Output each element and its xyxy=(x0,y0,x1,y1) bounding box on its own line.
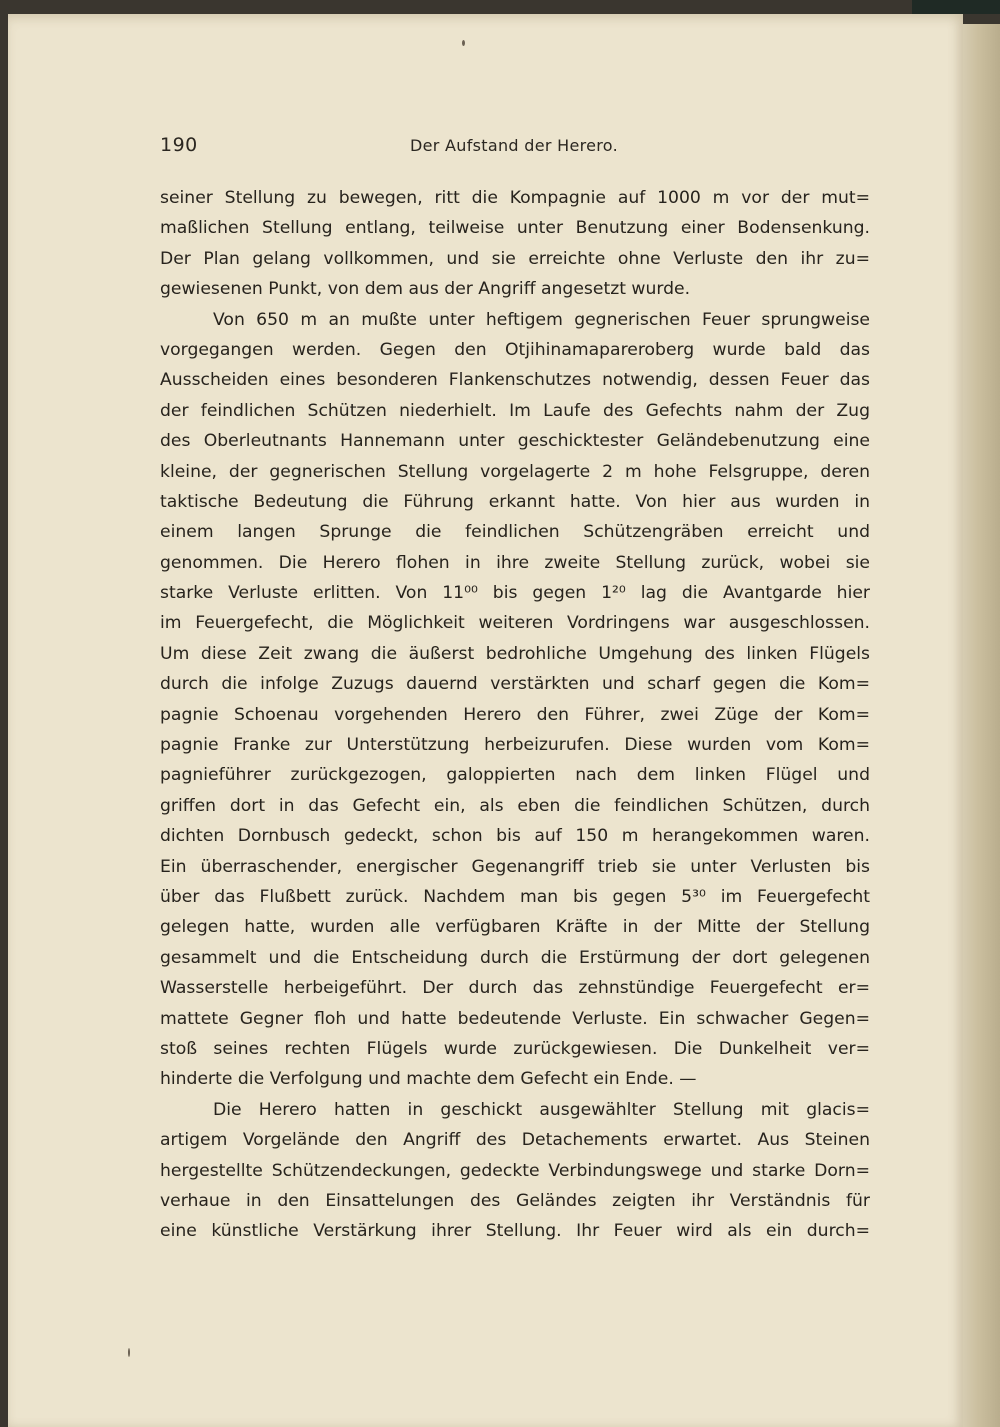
text-line: Wasserstelle herbeigeführt. Der durch das zehnstündige Feuergefecht er= xyxy=(160,978,870,999)
text-line: Die Herero hatten in geschickt ausgewählter Stellung mit glacis= xyxy=(213,1099,870,1120)
text-line: Ausscheiden eines besonderen Flankenschutzes notwendig, dessen Feuer das xyxy=(160,370,870,391)
text-line: artigem Vorgelände den Angriff des Detachements erwartet. Aus Steinen xyxy=(160,1130,870,1151)
text-line: pagnie Schoenau vorgehenden Herero den Führer, zwei Züge der Kom= xyxy=(160,704,870,725)
text-line: einem langen Sprunge die feindlichen Schützengräben erreicht und xyxy=(160,522,870,543)
text-line: stoß seines rechten Flügels wurde zurückgewiesen. Die Dunkelheit ver= xyxy=(160,1038,870,1059)
text-line: Von 650 m an mußte unter heftigem gegnerischen Feuer sprungweise xyxy=(213,309,870,330)
text-line: griffen dort in das Gefecht ein, als eben die feindlichen Schützen, durch xyxy=(160,795,870,816)
text-line: durch die infolge Zuzugs dauernd verstärkten und scharf gegen die Kom= xyxy=(160,674,870,695)
page-edge xyxy=(963,24,1000,1427)
text-line: gesammelt und die Entscheidung durch die Erstürmung der dort gelegenen xyxy=(160,947,870,968)
text-line: im Feuergefecht, die Möglichkeit weiteren Vordringens war ausgeschlossen. xyxy=(160,613,870,634)
text-line: starke Verluste erlitten. Von 11⁰⁰ bis gegen 1²⁰ lag die Avantgarde hier xyxy=(160,583,870,604)
text-line: maßlichen Stellung entlang, teilweise unter Benutzung einer Bodensenkung. xyxy=(160,218,870,239)
body-text xyxy=(160,183,870,1247)
text-line: genommen. Die Herero flohen in ihre zweite Stellung zurück, wobei sie xyxy=(160,552,870,573)
text-line: gelegen hatte, wurden alle verfügbaren Kräfte in der Mitte der Stellung xyxy=(160,917,870,938)
text-line: hinderte die Verfolgung und machte dem Gefecht ein Ende. — xyxy=(160,1069,697,1090)
text-line: vorgegangen werden. Gegen den Otjihinamapareroberg wurde bald das xyxy=(160,339,870,360)
text-line: eine künstliche Verstärkung ihrer Stellung. Ihr Feuer wird als ein durch= xyxy=(160,1221,870,1242)
text-line: taktische Bedeutung die Führung erkannt hatte. Von hier aus wurden in xyxy=(160,491,870,512)
text-line: mattete Gegner floh und hatte bedeutende Verluste. Ein schwacher Gegen= xyxy=(160,1008,870,1029)
binding-tape xyxy=(912,0,1000,14)
text-line: des Oberleutnants Hannemann unter geschicktester Geländebenutzung eine xyxy=(160,431,870,452)
text-line: seiner Stellung zu bewegen, ritt die Kompagnie auf 1000 m vor der mut= xyxy=(160,188,870,208)
paper-speck xyxy=(462,40,465,46)
text-line: Ein überraschender, energischer Gegenangriff trieb sie unter Verlusten bis xyxy=(160,856,870,877)
paper-speck xyxy=(128,1348,130,1357)
text-line: über das Flußbett zurück. Nachdem man bis gegen 5³⁰ im Feuergefecht xyxy=(160,886,870,907)
text-line: dichten Dornbusch gedeckt, schon bis auf 150 m herangekommen waren. xyxy=(160,826,870,847)
text-line: verhaue in den Einsattelungen des Geländes zeigten ihr Verständnis für xyxy=(160,1190,870,1211)
page-header xyxy=(160,134,870,160)
page-number: 190 xyxy=(160,134,198,156)
text-line: gewiesenen Punkt, von dem aus der Angriff angesetzt wurde. xyxy=(160,279,691,300)
text-line: Um diese Zeit zwang die äußerst bedrohliche Umgehung des linken Flügels xyxy=(160,643,870,664)
text-line: hergestellte Schützendeckungen, gedeckte Verbindungswege und starke Dorn= xyxy=(160,1160,870,1181)
text-line: pagnieführer zurückgezogen, galoppierten nach dem linken Flügel und xyxy=(160,765,870,786)
text-line: kleine, der gegnerischen Stellung vorgelagerte 2 m hohe Felsgruppe, deren xyxy=(160,461,870,482)
text-line: Der Plan gelang vollkommen, und sie erreichte ohne Verluste den ihr zu= xyxy=(160,248,870,269)
text-line: der feindlichen Schützen niederhielt. Im Laufe des Gefechts nahm der Zug xyxy=(160,400,870,421)
text-line: pagnie Franke zur Unterstützung herbeizurufen. Diese wurden vom Kom= xyxy=(160,735,870,756)
running-title: Der Aufstand der Herero. xyxy=(410,136,618,155)
